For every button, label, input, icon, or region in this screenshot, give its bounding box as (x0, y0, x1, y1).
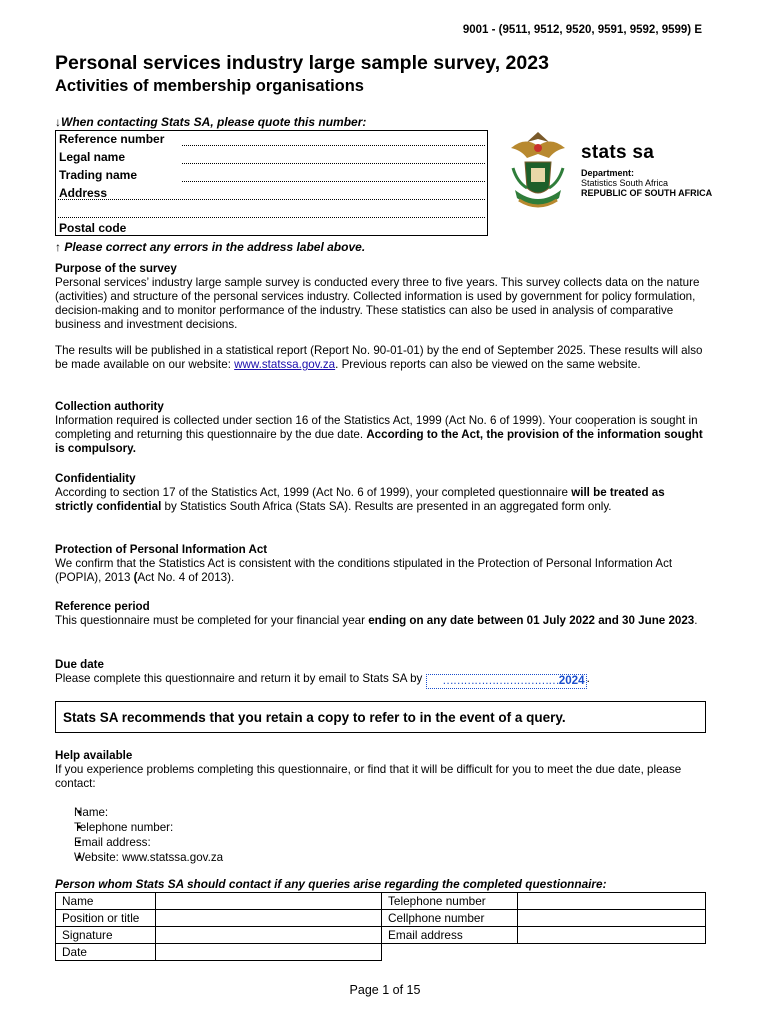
due-date-section: Due date Please complete this questionnaire and return it by email to Stats SA by ……………………………2024 . (55, 658, 705, 689)
confidentiality-section: Confidentiality According to section 17 of the Statistics Act, 1999 (Act No. 6 of 1999), your completed questionnaire will be treated as strictly confidential by Statistics South Africa (Stats SA). Results are presented in an aggregated form only. (55, 472, 705, 514)
contact-person-table (55, 892, 706, 961)
popia-section: Protection of Personal Information Act We confirm that the Statistics Act is consistent with the conditions stipulated in the Protection of Personal Information Act (POPIA), 2013 (Act No. 4 of 2013). (55, 543, 705, 585)
confidentiality-heading: Confidentiality (55, 472, 136, 485)
form-code: 9001 - (9511, 9512, 9520, 9591, 9592, 9599) E (462, 24, 702, 36)
list-item: • Email address: (74, 835, 223, 850)
reference-period-heading: Reference period (55, 600, 150, 613)
logo-line-2: Statistics South Africa (581, 178, 669, 188)
contact-person-note: Person whom Stats SA should contact if any queries arise regarding the completed questionnaire: (55, 877, 607, 891)
stats-sa-logo (505, 128, 725, 218)
legal-name-field[interactable]: Legal name (56, 149, 487, 167)
list-item: • Telephone number: (74, 820, 223, 835)
purpose-heading: Purpose of the survey (55, 262, 177, 275)
address-line-2-field[interactable] (56, 203, 487, 221)
logo-line-1: Department: (581, 168, 635, 178)
correct-errors-note: ↑ Please correct any errors in the address label above. (55, 240, 366, 254)
name-input[interactable] (156, 893, 382, 910)
table-row: Name Telephone number (56, 893, 706, 910)
arrow-up-icon: ↑ (55, 240, 61, 254)
signature-input[interactable] (156, 927, 382, 944)
position-input[interactable] (156, 910, 382, 927)
table-row: Date (56, 944, 706, 961)
purpose-text: Personal services’ industry large sample survey is conducted every three to five years. This survey collects data on the nature (activities) and structure of the personal services industry. Collected information is used by government for policy formulation, decision-making and to monitor performance of the industry. These statistics can also be used in analysis of comparative business and investment decisions. (55, 276, 700, 331)
logo-brand: stats sa (581, 142, 655, 163)
due-date-field[interactable]: ……………………………2024 (426, 674, 587, 689)
help-heading: Help available (55, 749, 133, 762)
postal-code-field[interactable]: Postal code (59, 221, 127, 235)
trading-name-field[interactable]: Trading name (56, 167, 487, 185)
website-link[interactable]: www.statssa.gov.za (234, 358, 336, 371)
popia-heading: Protection of Personal Information Act (55, 543, 268, 556)
results-paragraph: The results will be published in a statistical report (Report No. 90-01-01) by the end of September 2025. These results will also be made available on our website: www.statssa.gov.za. Previous reports can also be viewed on the same website. (55, 344, 703, 371)
purpose-section (55, 262, 705, 332)
list-item: • Website: www.statssa.gov.za (74, 850, 223, 865)
reference-period-section: Reference period This questionnaire must be completed for your financial year ending on any date between 01 July 2022 and 30 June 2023. (55, 600, 705, 628)
quote-note: ↓When contacting Stats SA, please quote this number: (55, 115, 367, 129)
cellphone-input[interactable] (518, 910, 706, 927)
table-row: Position or title Cellphone number (56, 910, 706, 927)
collection-heading: Collection authority (55, 400, 164, 413)
retain-copy-notice: Stats SA recommends that you retain a copy to refer to in the event of a query. (55, 701, 706, 733)
page-subtitle: Activities of membership organisations (55, 77, 364, 95)
logo-line-3: REPUBLIC OF SOUTH AFRICA (581, 188, 713, 198)
address-field[interactable]: Address (56, 185, 487, 203)
page-title: Personal services industry large sample survey, 2023 (55, 52, 549, 74)
help-section: Help available If you experience problems completing this questionnaire, or find that it will be difficult for you to meet the due date, please contact: (55, 749, 705, 791)
table-row: Signature Email address (56, 927, 706, 944)
email-input[interactable] (518, 927, 706, 944)
list-item: • Name: (74, 805, 223, 820)
address-label-box (55, 130, 488, 236)
due-date-heading: Due date (55, 658, 104, 671)
date-input[interactable] (156, 944, 382, 961)
reference-number-field[interactable]: Reference number (56, 131, 487, 149)
collection-section: Collection authority Information required is collected under section 16 of the Statistics Act, 1999 (Act No. 6 of 1999). Your cooperation is sought in completing and returning this questionnaire by the due date. According to the Act, the provision of the information sought is compulsory. (55, 400, 705, 456)
arrow-down-icon: ↓ (55, 115, 61, 129)
telephone-input[interactable] (518, 893, 706, 910)
contact-list (55, 805, 223, 865)
coat-of-arms-icon (505, 128, 571, 216)
page-number: Page 1 of 15 (349, 983, 421, 997)
